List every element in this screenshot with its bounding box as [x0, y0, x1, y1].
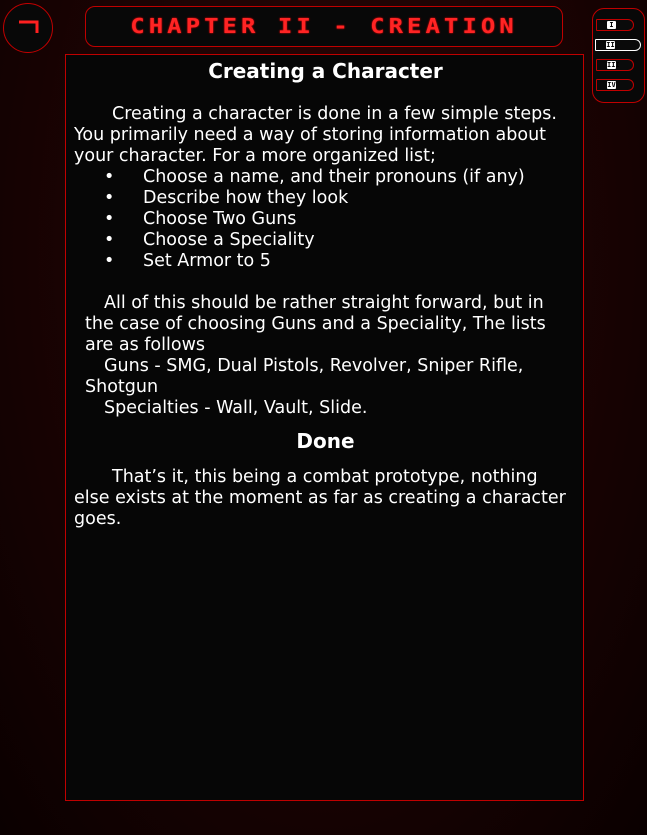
chapter-tab-4[interactable] [596, 79, 634, 91]
chapter-title-bar [85, 6, 563, 47]
specialties-line: Specialties - Wall, Vault, Slide. [104, 398, 368, 418]
chapter-tab-2-label: II [606, 41, 615, 49]
section-heading: Creating a Character [208, 59, 443, 83]
list-item: • Choose Two Guns [74, 209, 577, 230]
list-item: • Choose a Speciality [74, 230, 577, 251]
chapter-tab-1[interactable] [596, 19, 634, 31]
corner-menu-icon [18, 20, 40, 34]
chapter-tab-4-label: IV [607, 81, 616, 89]
chapter-title: CHAPTER II - CREATION [130, 14, 518, 38]
chapter-tab-2[interactable] [595, 39, 641, 51]
list-item: • Choose a name, and their pronouns (if any) [74, 167, 577, 188]
intro-paragraph: Creating a character is done in a few simple steps. You primarily need a way of storing information about your character. For a more organized list; [74, 104, 557, 166]
guns-line: Guns - SMG, Dual Pistols, Revolver, Sniper Rifle, Shotgun [85, 356, 524, 397]
closing-paragraph: That’s it, this being a combat prototype, nothing else exists at the moment as far as creating a character goes. [74, 467, 566, 529]
options-paragraph: All of this should be rather straight forward, but in the case of choosing Guns and a Speciality, The lists are as follows [85, 293, 546, 355]
chapter-tab-3[interactable] [596, 59, 634, 71]
chapter-tab-3-label: III [607, 61, 620, 69]
chapter-tab-1-label: I [607, 21, 616, 29]
list-item: • Describe how they look [74, 188, 577, 209]
steps-list [74, 167, 577, 272]
chapter-nav [592, 8, 645, 103]
content-panel [65, 54, 584, 801]
menu-button[interactable] [3, 3, 53, 53]
done-heading: Done [296, 429, 355, 453]
list-item: • Set Armor to 5 [74, 251, 577, 272]
